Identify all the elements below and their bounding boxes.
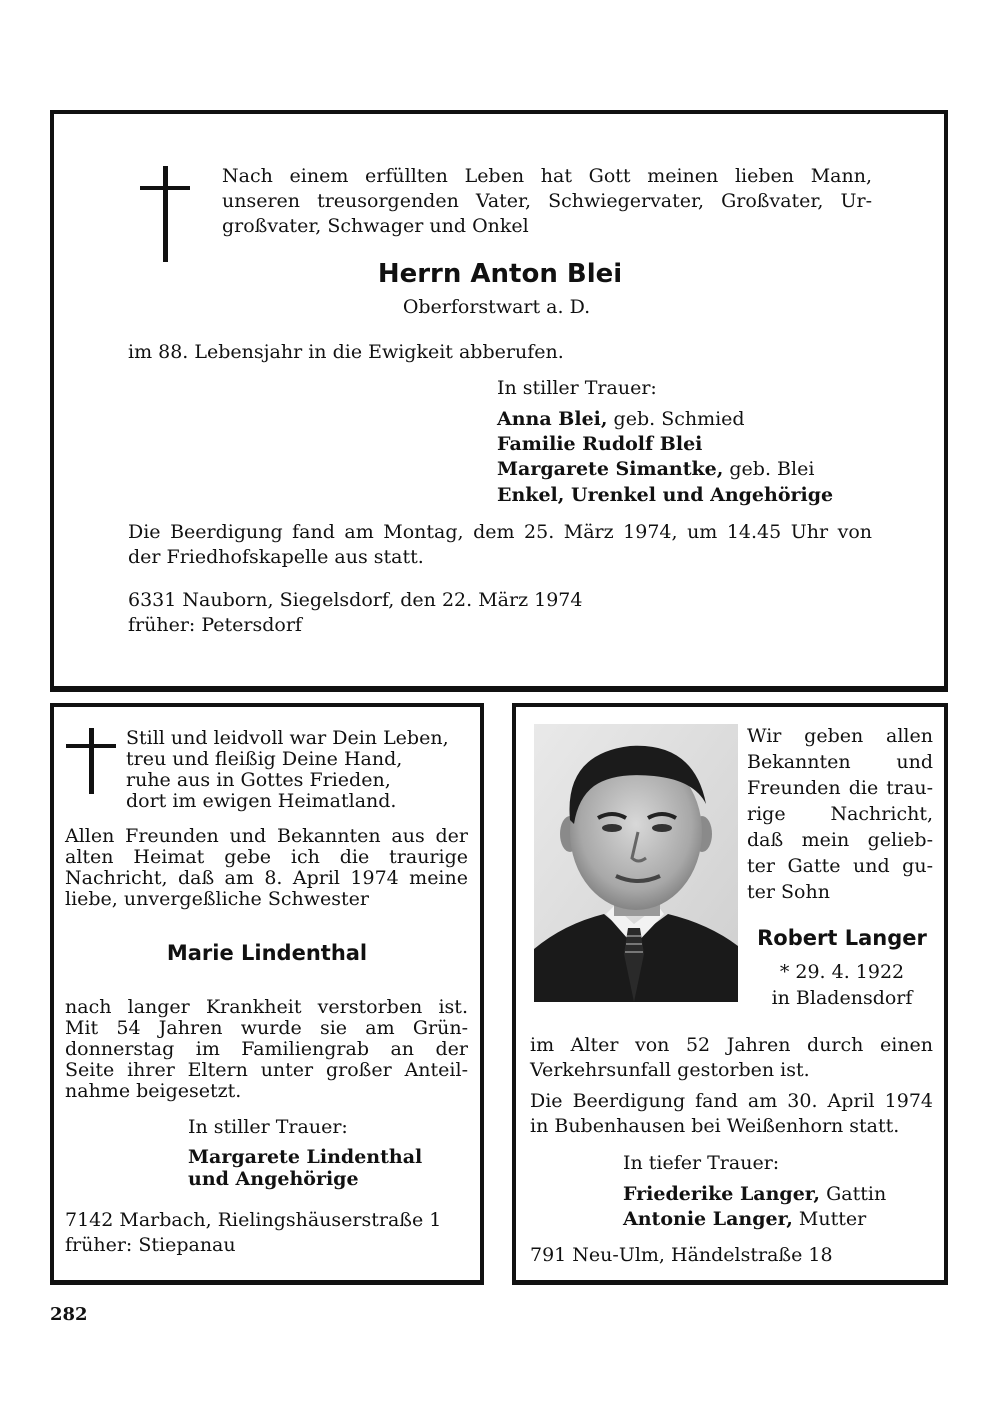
intro-line: Allen Freunden und Bekannten aus der (65, 825, 468, 847)
mourning-heading: In stiller Trauer: (497, 377, 657, 399)
body-line: donnerstag im Familiengrab an der (65, 1038, 468, 1060)
body-line: Mit 54 Jahren wurde sie am Grün- (65, 1017, 468, 1039)
mourner-suffix: geb. Schmied (607, 408, 745, 430)
mourner-name: und Angehörige (188, 1168, 359, 1190)
body-line: Seite ihrer Eltern unter großer Anteil- (65, 1059, 468, 1081)
body-line: nahme beigesetzt. (65, 1080, 242, 1102)
address-line: 7142 Marbach, Rielingshäuserstraße 1 (65, 1209, 442, 1231)
mourner-line (497, 407, 745, 432)
intro-line: ter Gatte und gu- (747, 855, 933, 877)
birth-place: in Bladensdorf (771, 987, 913, 1009)
portrait-image (534, 724, 738, 1002)
age-line: im Alter von 52 Jahren durch einen (530, 1034, 933, 1056)
mourner-suffix: geb. Blei (723, 458, 815, 480)
page-number: 282 (50, 1304, 88, 1325)
mourner-name: Enkel, Urenkel und Angehörige (497, 484, 834, 506)
mourner-name: Anna Blei, (497, 408, 608, 430)
intro-line: alten Heimat gebe ich die traurige (65, 846, 468, 868)
deceased-name: Marie Lindenthal (166, 941, 368, 965)
deceased-title: Oberforstwart a. D. (402, 296, 591, 318)
mourner-suffix: Mutter (792, 1208, 867, 1230)
funeral-line: Die Beerdigung fand am Montag, dem 25. März 1974, um 14.45 Uhr von (128, 521, 872, 543)
mourner-suffix: Gattin (820, 1183, 887, 1205)
poem-line: ruhe aus in Gottes Frieden, (126, 769, 391, 791)
intro-line: ter Sohn (747, 881, 830, 903)
intro-line: daß mein gelieb- (747, 829, 933, 851)
intro-line: unseren treusorgenden Vater, Schwiegervater, Großvater, Ur- (222, 190, 872, 212)
intro-line: rige Nachricht, (747, 803, 933, 825)
deceased-name: Herrn Anton Blei (377, 259, 623, 289)
intro-line: liebe, unvergeßliche Schwester (65, 888, 369, 910)
mourning-heading: In stiller Trauer: (188, 1116, 348, 1138)
mourner-line (623, 1207, 866, 1232)
mourner-name: Friederike Langer, (623, 1183, 821, 1205)
intro-line: Freunden die trau- (747, 777, 933, 799)
mourner-line (497, 483, 833, 508)
intro-line: Nachricht, daß am 8. April 1974 meine (65, 867, 468, 889)
age-line: Verkehrsunfall gestorben ist. (530, 1059, 810, 1081)
deceased-name: Robert Langer (757, 926, 927, 950)
mourner-name: Margarete Lindenthal (188, 1146, 423, 1168)
intro-line: Nach einem erfüllten Leben hat Gott meinen lieben Mann, (222, 165, 872, 187)
mourner-name: Margarete Simantke, (497, 458, 724, 480)
mourner-name: Antonie Langer, (623, 1208, 793, 1230)
funeral-line: der Friedhofskapelle aus statt. (128, 546, 424, 568)
poem-line: dort im ewigen Heimatland. (126, 790, 397, 812)
place-date-line: 6331 Nauborn, Siegelsdorf, den 22. März 1974 (128, 589, 583, 611)
poem-line: treu und fleißig Deine Hand, (126, 748, 403, 770)
mourner-line (623, 1182, 886, 1207)
intro-line: Bekannten und (747, 751, 933, 773)
mourner-line (497, 432, 702, 457)
intro-line: großvater, Schwager und Onkel (222, 215, 529, 237)
cross-icon (66, 728, 116, 794)
former-residence: früher: Stiepanau (65, 1234, 236, 1256)
body-line: nach langer Krankheit verstorben ist. (65, 996, 468, 1018)
cross-icon (140, 166, 190, 262)
former-residence: früher: Petersdorf (128, 614, 302, 636)
address-line: 791 Neu-Ulm, Händelstraße 18 (530, 1244, 833, 1266)
funeral-line: Die Beerdigung fand am 30. April 1974 (530, 1090, 933, 1112)
poem-line: Still und leidvoll war Dein Leben, (126, 727, 449, 749)
portrait-photo (534, 724, 738, 1002)
birth-date: * 29. 4. 1922 (779, 961, 905, 983)
funeral-line: in Bubenhausen bei Weißenhorn statt. (530, 1115, 900, 1137)
mourner-name: Familie Rudolf Blei (497, 433, 703, 455)
age-line: im 88. Lebensjahr in die Ewigkeit abberufen. (128, 341, 564, 363)
mourning-heading: In tiefer Trauer: (623, 1152, 780, 1174)
intro-line: Wir geben allen (747, 725, 933, 747)
mourner-line (497, 457, 814, 482)
